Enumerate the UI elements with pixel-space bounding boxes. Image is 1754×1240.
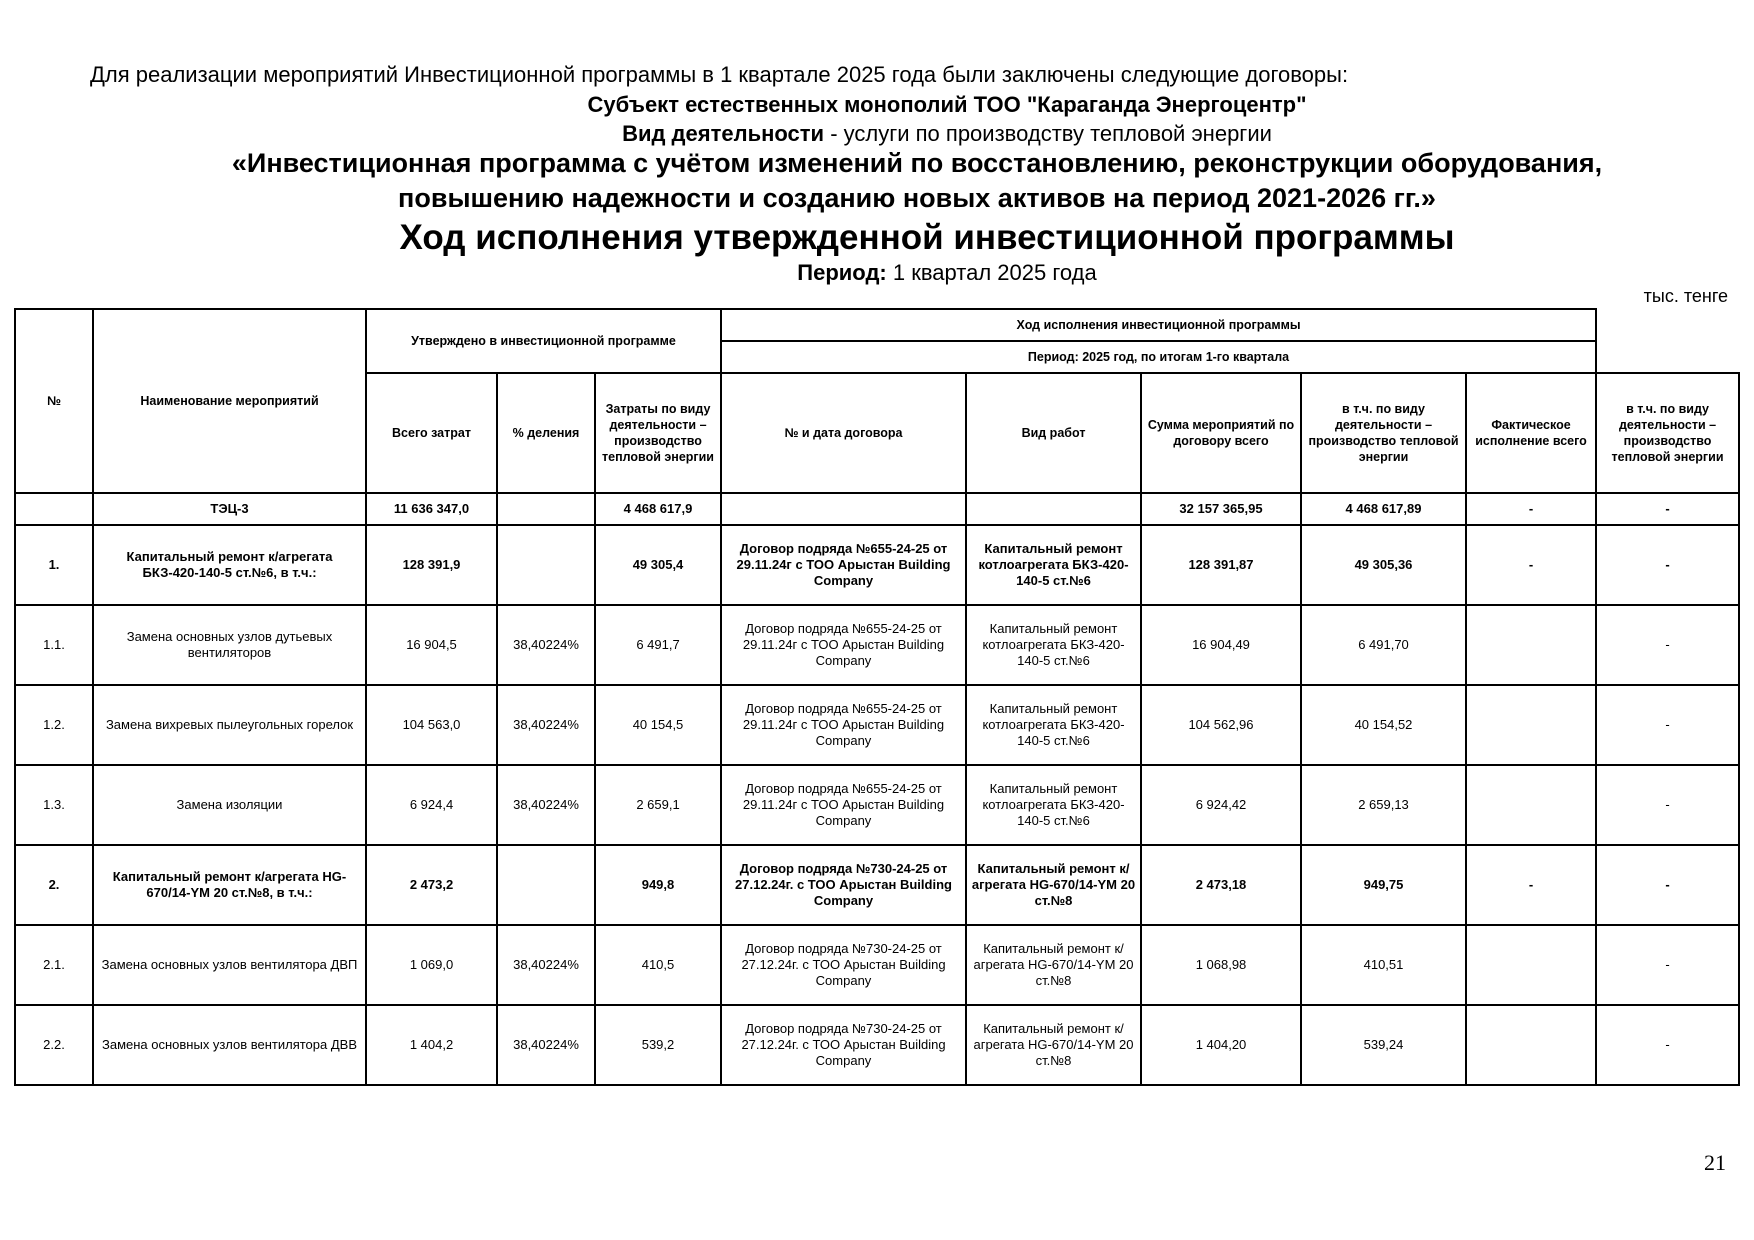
table-row <box>15 525 1739 605</box>
cell-actual-heat: - <box>1596 845 1739 925</box>
cell-actual-heat: - <box>1596 493 1739 525</box>
cell-contract: Договор подряда №655-24-25 от 29.11.24г с ТОО Арыстан Building Company <box>721 605 966 685</box>
header-empty-cell <box>1596 309 1739 373</box>
cell-incl-heat: 2 659,13 <box>1301 765 1466 845</box>
table-row-total <box>15 493 1739 525</box>
cell-incl-heat: 4 468 617,89 <box>1301 493 1466 525</box>
intro-text: Для реализации мероприятий Инвестиционной программы в 1 квартале 2025 года были заключены следующие договоры: <box>90 62 1349 87</box>
header-total-cost: Всего затрат <box>366 373 497 493</box>
cell-contract-sum: 32 157 365,95 <box>1141 493 1301 525</box>
units-label: тыс. тенге <box>1643 286 1728 306</box>
cell-actual-total <box>1466 765 1596 845</box>
cell-pct: 38,40224% <box>497 685 595 765</box>
cell-total-cost: 16 904,5 <box>366 605 497 685</box>
period-line <box>70 260 1754 286</box>
cell-incl-heat: 539,24 <box>1301 1005 1466 1085</box>
cell-num: 1.1. <box>15 605 93 685</box>
investment-program-table <box>14 308 1740 1086</box>
cell-actual-heat: - <box>1596 685 1739 765</box>
header-contract-sum: Сумма мероприятий по договору всего <box>1141 373 1301 493</box>
cell-cost-heat: 410,5 <box>595 925 721 1005</box>
header-incl-heat: в т.ч. по виду деятельности – производство тепловой энергии <box>1301 373 1466 493</box>
cell-incl-heat: 949,75 <box>1301 845 1466 925</box>
cell-actual-heat: - <box>1596 525 1739 605</box>
cell-total-cost: 2 473,2 <box>366 845 497 925</box>
cell-work: Капитальный ремонт котлоагрегата БКЗ-420-140-5 ст.№6 <box>966 605 1141 685</box>
cell-actual-heat: - <box>1596 765 1739 845</box>
cell-num <box>15 493 93 525</box>
cell-contract-sum: 16 904,49 <box>1141 605 1301 685</box>
cell-incl-heat: 49 305,36 <box>1301 525 1466 605</box>
cell-cost-heat: 40 154,5 <box>595 685 721 765</box>
cell-num: 2. <box>15 845 93 925</box>
cell-contract: Договор подряда №655-24-25 от 29.11.24г с ТОО Арыстан Building Company <box>721 685 966 765</box>
cell-num: 1.2. <box>15 685 93 765</box>
cell-cost-heat: 539,2 <box>595 1005 721 1085</box>
cell-work <box>966 493 1141 525</box>
page-number: 21 <box>1704 1150 1726 1175</box>
table-row <box>15 765 1739 845</box>
period-label: Период: <box>797 260 887 285</box>
cell-name: Замена основных узлов вентилятора ДВВ <box>93 1005 366 1085</box>
cell-actual-heat: - <box>1596 1005 1739 1085</box>
cell-name: Замена основных узлов дутьевых вентиляторов <box>93 605 366 685</box>
cell-contract: Договор подряда №655-24-25 от 29.11.24г с ТОО Арыстан Building Company <box>721 765 966 845</box>
cell-total-cost: 128 391,9 <box>366 525 497 605</box>
cell-work: Капитальный ремонт котлоагрегата БКЗ-420-140-5 ст.№6 <box>966 525 1141 605</box>
cell-work: Капитальный ремонт котлоагрегата БКЗ-420-140-5 ст.№6 <box>966 685 1141 765</box>
program-title-line-2: повышению надежности и созданию новых активов на период 2021-2026 гг.» <box>398 183 1436 213</box>
cell-incl-heat: 40 154,52 <box>1301 685 1466 765</box>
cell-incl-heat: 410,51 <box>1301 925 1466 1005</box>
cell-pct: 38,40224% <box>497 1005 595 1085</box>
table-row <box>15 605 1739 685</box>
cell-pct: 38,40224% <box>497 605 595 685</box>
cell-contract-sum: 2 473,18 <box>1141 845 1301 925</box>
cell-cost-heat: 49 305,4 <box>595 525 721 605</box>
period-value: 1 квартал 2025 года <box>886 260 1097 285</box>
cell-name: Замена вихревых пылеугольных горелок <box>93 685 366 765</box>
cell-actual-heat: - <box>1596 925 1739 1005</box>
cell-total-cost: 1 404,2 <box>366 1005 497 1085</box>
cell-contract-sum: 128 391,87 <box>1141 525 1301 605</box>
cell-incl-heat: 6 491,70 <box>1301 605 1466 685</box>
table-body <box>15 493 1739 1085</box>
main-title: Ход исполнения утвержденной инвестиционной программы <box>399 218 1455 257</box>
cell-total-cost: 11 636 347,0 <box>366 493 497 525</box>
cell-name: Замена основных узлов вентилятора ДВП <box>93 925 366 1005</box>
header-progress-group: Ход исполнения инвестиционной программы <box>721 309 1596 341</box>
cell-contract: Договор подряда №730-24-25 от 27.12.24г. с ТОО Арыстан Building Company <box>721 1005 966 1085</box>
cell-cost-heat: 4 468 617,9 <box>595 493 721 525</box>
cell-pct: 38,40224% <box>497 925 595 1005</box>
cell-work: Капитальный ремонт к/агрегата HG-670/14-YM 20 ст.№8 <box>966 925 1141 1005</box>
subject-title: Субъект естественных монополий ТОО "Караганда Энергоцентр" <box>587 92 1307 117</box>
cell-total-cost: 1 069,0 <box>366 925 497 1005</box>
cell-actual-total <box>1466 925 1596 1005</box>
cell-actual-heat: - <box>1596 605 1739 685</box>
activity-line <box>70 121 1754 147</box>
cell-contract-sum: 1 068,98 <box>1141 925 1301 1005</box>
header-pct-split: % деления <box>497 373 595 493</box>
cell-pct <box>497 525 595 605</box>
header-work-type: Вид работ <box>966 373 1141 493</box>
cell-actual-total: - <box>1466 493 1596 525</box>
cell-pct <box>497 845 595 925</box>
cell-pct: 38,40224% <box>497 765 595 845</box>
header-cost-heat: Затраты по виду деятельности – производство тепловой энергии <box>595 373 721 493</box>
cell-name: Капитальный ремонт к/агрегата HG-670/14-YM 20 ст.№8, в т.ч.: <box>93 845 366 925</box>
cell-contract-sum: 6 924,42 <box>1141 765 1301 845</box>
cell-name: Замена изоляции <box>93 765 366 845</box>
cell-actual-total <box>1466 1005 1596 1085</box>
cell-contract-sum: 1 404,20 <box>1141 1005 1301 1085</box>
header-approved-group: Утверждено в инвестиционной программе <box>366 309 721 373</box>
header-actual-heat: в т.ч. по виду деятельности – производство тепловой энергии <box>1596 373 1739 493</box>
cell-name: Капитальный ремонт к/агрегата БКЗ-420-140-5 ст.№6, в т.ч.: <box>93 525 366 605</box>
cell-contract <box>721 493 966 525</box>
table-row <box>15 845 1739 925</box>
cell-actual-total: - <box>1466 525 1596 605</box>
cell-contract: Договор подряда №730-24-25 от 27.12.24г. с ТОО Арыстан Building Company <box>721 925 966 1005</box>
activity-label: Вид деятельности <box>622 121 825 146</box>
header-actual-total: Фактическое исполнение всего <box>1466 373 1596 493</box>
cell-actual-total <box>1466 605 1596 685</box>
cell-num: 2.2. <box>15 1005 93 1085</box>
cell-work: Капитальный ремонт к/агрегата HG-670/14-YM 20 ст.№8 <box>966 845 1141 925</box>
header-num: № <box>15 309 93 493</box>
table-row <box>15 1005 1739 1085</box>
cell-actual-total <box>1466 685 1596 765</box>
cell-cost-heat: 6 491,7 <box>595 605 721 685</box>
header-contract: № и дата договора <box>721 373 966 493</box>
cell-total-cost: 6 924,4 <box>366 765 497 845</box>
cell-actual-total: - <box>1466 845 1596 925</box>
header-name: Наименование мероприятий <box>93 309 366 493</box>
program-title-line-1: «Инвестиционная программа с учётом изменений по восстановлению, реконструкции оборудования, <box>231 148 1603 178</box>
cell-num: 1.3. <box>15 765 93 845</box>
cell-pct <box>497 493 595 525</box>
cell-name: ТЭЦ-3 <box>93 493 366 525</box>
cell-contract: Договор подряда №655-24-25 от 29.11.24г с ТОО Арыстан Building Company <box>721 525 966 605</box>
cell-num: 2.1. <box>15 925 93 1005</box>
cell-contract: Договор подряда №730-24-25 от 27.12.24г. с ТОО Арыстан Building Company <box>721 845 966 925</box>
cell-cost-heat: 949,8 <box>595 845 721 925</box>
cell-total-cost: 104 563,0 <box>366 685 497 765</box>
cell-work: Капитальный ремонт котлоагрегата БКЗ-420-140-5 ст.№6 <box>966 765 1141 845</box>
header-progress-period: Период: 2025 год, по итогам 1-го квартала <box>721 341 1596 373</box>
cell-contract-sum: 104 562,96 <box>1141 685 1301 765</box>
cell-num: 1. <box>15 525 93 605</box>
activity-value: - услуги по производству тепловой энергии <box>824 121 1272 146</box>
table-row <box>15 685 1739 765</box>
table-row <box>15 925 1739 1005</box>
cell-cost-heat: 2 659,1 <box>595 765 721 845</box>
cell-work: Капитальный ремонт к/агрегата HG-670/14-YM 20 ст.№8 <box>966 1005 1141 1085</box>
